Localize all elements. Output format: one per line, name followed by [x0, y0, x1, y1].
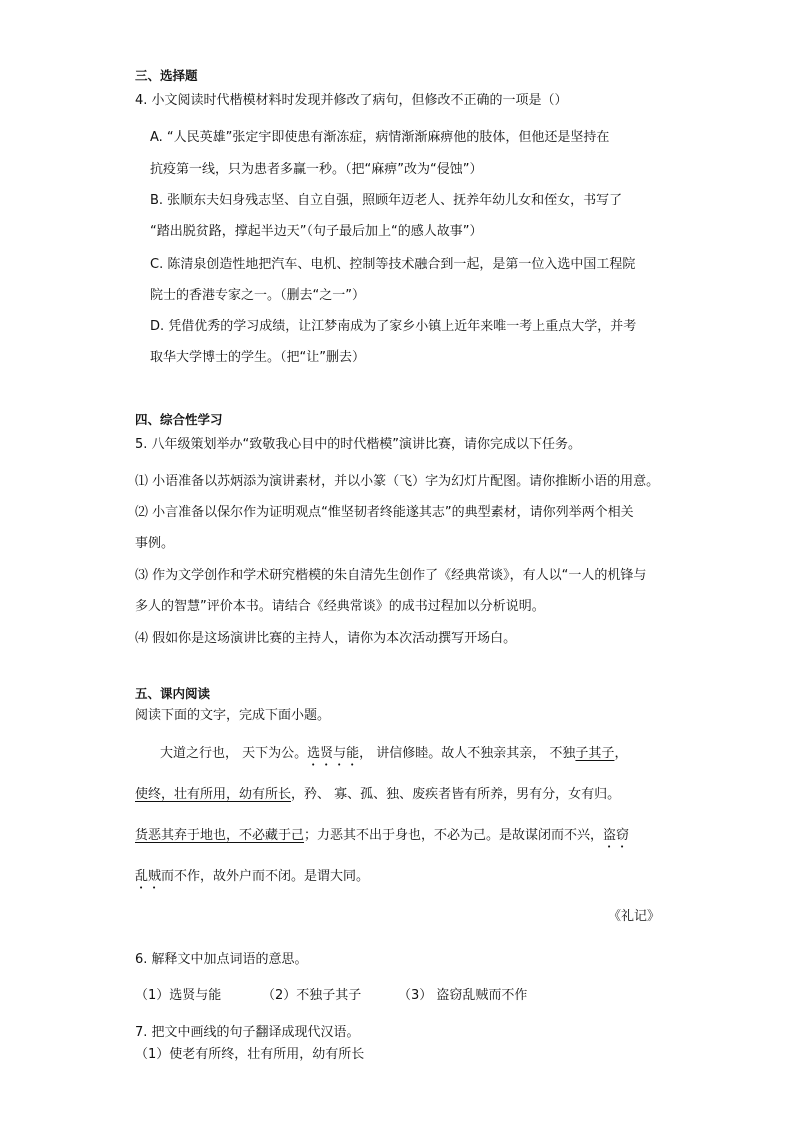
passage-line-2	[135, 786, 620, 804]
underlined-sentence: 货恶其弃于地也，不必藏于己	[135, 828, 305, 843]
task-3-line1: ⑶ 作为文学创作和学术研究楷模的朱自清先生创作了《经典常谈》，有人以“一人的机锋与	[135, 568, 647, 583]
passage-text: ， 讲信修睦。故人不独亲其亲， 不独	[359, 746, 576, 761]
option-d-line2: 取华大学博士的学生。（把“让”删去）	[150, 350, 365, 365]
dotted-term-luanzei: 乱贼	[135, 869, 162, 884]
passage-text: ；力恶其不出于身也，不必为己。是故谋闭而不兴，	[304, 828, 604, 843]
task-1: ⑴ 小语准备以苏炳添为演讲素材，并以小篆（飞）字为幻灯片配图。请你推断小语的用意。	[135, 474, 660, 489]
question-7-stem: 7. 把文中画线的句子翻译成现代汉语。	[135, 1025, 360, 1040]
question-6-item-1: （1）选贤与能	[135, 988, 222, 1003]
section-heading-comprehensive: 四、综合性学习	[135, 412, 223, 427]
reading-intro: 阅读下面的文字，完成下面小题。	[135, 708, 331, 723]
passage-text: 而不作，故外户而不闭。是谓大同。	[161, 869, 370, 884]
passage-text: ，矜、 寡、孤、独、废疾者皆有所养，男有分，女有归。	[291, 787, 621, 802]
task-4: ⑷ 假如你是这场演讲比赛的主持人，请你为本次活动撰写开场白。	[135, 631, 517, 646]
question-4-stem: 4. 小文阅读时代楷模材料时发现并修改了病句，但修改不正确的一项是（）	[135, 93, 568, 108]
option-d-line1: D. 凭借优秀的学习成绩，让江梦南成为了家乡小镇上近年来唯一考上重点大学，并考	[150, 319, 637, 334]
option-c-line1: C. 陈清泉创造性地把汽车、电机、控制等技术融合到一起，是第一位入选中国工程院	[150, 257, 636, 272]
section-heading-reading: 五、课内阅读	[135, 686, 211, 701]
option-a-line2: 抗疫第一线，只为患者多赢一秒。（把“麻痹”改为“侵蚀”）	[150, 162, 483, 177]
task-2-line2: 事例。	[135, 536, 175, 551]
section-heading-choice: 三、选择题	[135, 68, 198, 83]
dotted-term-xuanxian: 选贤与能	[307, 746, 360, 761]
passage-line-4	[135, 868, 369, 892]
passage-text: 大道之行也， 天下为公。	[160, 746, 308, 761]
passage-source: 《礼记》	[608, 909, 661, 924]
passage-line-3	[135, 827, 629, 851]
task-3-line2: 多人的智慧”评价本书。请结合《经典常谈》的成书过程加以分析说明。	[135, 599, 545, 614]
question-6-item-2: （2）不独子其子	[262, 988, 362, 1003]
dotted-term-daoqie: 盗窃	[603, 828, 630, 843]
underlined-sentence: 使终，壮有所用，幼有所长	[135, 787, 292, 802]
passage-line-1	[160, 745, 627, 769]
question-6-stem: 6. 解释文中加点词语的意思。	[135, 952, 308, 967]
question-7-item-1: （1）使老有所终，壮有所用，幼有所长	[135, 1047, 365, 1062]
option-b-line1: B. 张顺东夫妇身残志坚、自立自强，照顾年迈老人、抚养年幼儿女和侄女，书写了	[150, 193, 623, 208]
option-a-line1: A. “人民英雄”张定宇即使患有渐冻症，病情渐渐麻痹他的肢体，但他还是坚持在	[150, 130, 610, 145]
task-2-line1: ⑵ 小言准备以保尔作为证明观点“惟坚韧者终能遂其志”的典型素材，请你列举两个相关	[135, 505, 634, 520]
question-5-stem: 5. 八年级策划举办“致敬我心目中的时代楷模”演讲比赛，请你完成以下任务。	[135, 437, 582, 452]
option-c-line2: 院士的香港专家之一。（删去“之一”）	[150, 288, 365, 303]
passage-text: ，	[614, 746, 628, 761]
underlined-sentence: 子其子	[575, 746, 615, 761]
question-6-item-3: （3） 盗窃乱贼而不作	[398, 988, 528, 1003]
option-b-line2: “踏出脱贫路，撑起半边天”（句子最后加上“的感人故事”）	[150, 224, 483, 239]
